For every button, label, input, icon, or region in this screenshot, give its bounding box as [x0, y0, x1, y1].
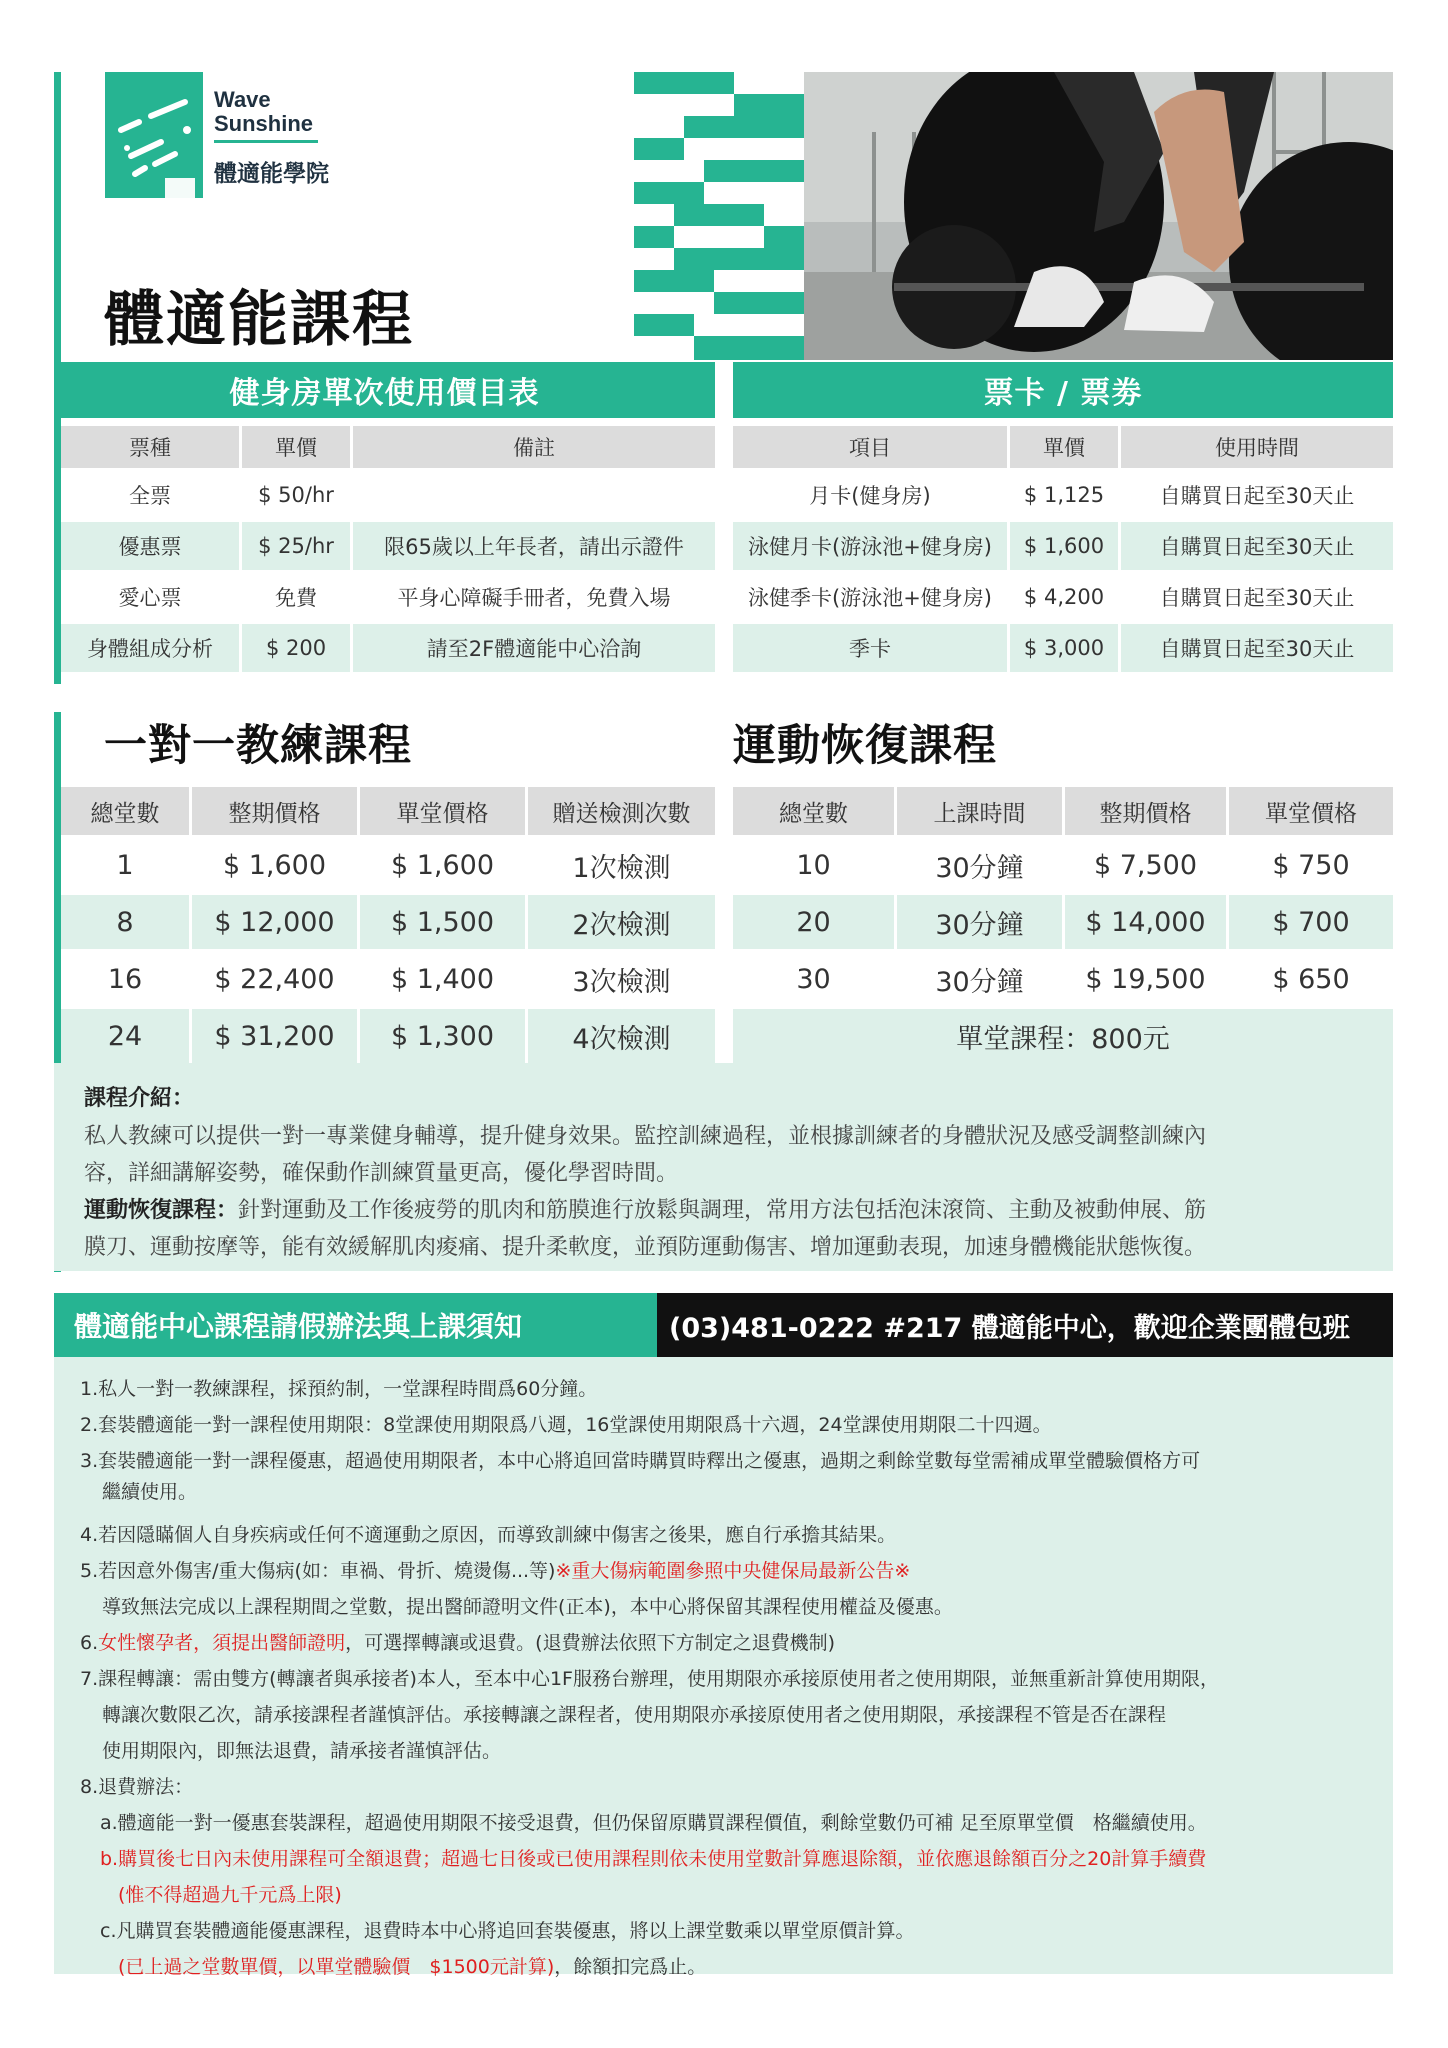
ticket-price: 免費 — [275, 586, 317, 610]
ticket-type: 身體組成分析 — [61, 624, 239, 672]
unit-price: $ 700 — [1229, 895, 1393, 949]
refund-item-b-cont: (惟不得超過九千元爲上限) — [118, 1884, 342, 1906]
total-price: $ 7,500 — [1093, 849, 1198, 881]
table-row — [61, 952, 715, 1006]
table-row — [61, 895, 715, 949]
table-row — [733, 952, 1393, 1006]
refund-item-c-cont — [80, 1949, 1369, 1985]
col-header: 票種 — [61, 426, 239, 468]
notice-item — [80, 1553, 1369, 1589]
contact-phone: (03)481-0222 #217 體適能中心，歡迎企業團體包班 — [657, 1293, 1393, 1357]
col-header: 項目 — [733, 426, 1007, 468]
class-duration: 30分鐘 — [935, 966, 1024, 998]
notice-item-cont: 導致無法完成以上課程期間之堂數，提出醫師證明文件(正本)，本中心將保留其課程使用權益及優惠。 — [102, 1596, 953, 1618]
total-price: $ 12,000 — [192, 895, 357, 949]
page-title: 體適能課程 — [104, 285, 414, 355]
notice-item: 3.套裝體適能一對一課程優惠，超過使用期限者，本中心將追回當時購買時釋出之優惠，過期之剩餘堂數每堂需補成單堂體驗價格方可 — [80, 1450, 1201, 1472]
coaching-title: 一對一教練課程 — [104, 721, 412, 771]
notice-list — [54, 1357, 1393, 1978]
col-header: 整期價格 — [1065, 787, 1226, 835]
col-header: 使用時間 — [1121, 426, 1393, 468]
tests-included: 2次檢測 — [528, 895, 715, 949]
table-row — [733, 838, 1393, 892]
total-price: $ 14,000 — [1065, 895, 1226, 949]
total-price: $ 22,400 — [214, 963, 335, 995]
notice-item-cont: 使用期限內，即無法退費，請承接者謹慎評估。 — [102, 1740, 502, 1762]
total-price: $ 19,500 — [1085, 963, 1206, 995]
notice-warning: (已上過之堂數單價，以單堂體驗價 $1500元計算) — [118, 1956, 555, 1978]
ticket-price: $ 3,000 — [1010, 624, 1118, 672]
unit-price: $ 1,500 — [360, 895, 525, 949]
col-header: 整期價格 — [192, 787, 357, 835]
ticket-note — [353, 471, 715, 519]
ticket-type: 全票 — [129, 484, 171, 508]
brand-rule — [214, 140, 318, 143]
recovery-label: 運動恢復課程： — [84, 1198, 239, 1223]
col-header: 單堂價格 — [1229, 787, 1393, 835]
coaching-table — [58, 784, 718, 1066]
table-row — [733, 522, 1393, 570]
notice-text: ，可選擇轉讓或退費。(退費辦法依照下方制定之退費機制) — [345, 1632, 835, 1654]
unit-price: $ 1,600 — [390, 849, 495, 881]
notice-warning: 女性懷孕者，須提出醫師證明 — [98, 1632, 346, 1654]
gym-price-table — [58, 423, 718, 675]
notice-title: 體適能中心課程請假辦法與上課須知 — [54, 1293, 657, 1357]
class-duration: 30分鐘 — [935, 852, 1024, 884]
table-row — [61, 1009, 715, 1063]
ticket-item: 月卡(健身房) — [809, 484, 931, 508]
ticket-note: 平身心障礙手冊者，免費入場 — [397, 586, 671, 610]
intro-line: 私人教練可以提供一對一專業健身輔導，提升健身效果。監控訓練過程，並根據訓練者的身體狀況及感受調整訓練內 — [84, 1124, 1207, 1149]
ticket-price: $ 1,125 — [1023, 483, 1105, 507]
notice-warning: ※重大傷病範圍參照中央健保局最新公告※ — [555, 1560, 911, 1582]
class-duration: 30分鐘 — [897, 895, 1062, 949]
total-price: $ 31,200 — [192, 1009, 357, 1063]
tests-included: 3次檢測 — [572, 966, 671, 998]
col-header: 總堂數 — [61, 787, 189, 835]
unit-price: $ 1,300 — [360, 1009, 525, 1063]
ticket-price: $ 1,600 — [1010, 522, 1118, 570]
gym-price-header: 健身房單次使用價目表 — [54, 362, 715, 418]
notice-text: ，餘額扣完爲止。 — [554, 1956, 707, 1978]
session-count: 8 — [61, 895, 189, 949]
refund-item-a: a.體適能一對一優惠套裝課程，超過使用期限不接受退費，但仍保留原購買課程價值，剩餘堂數仍可補 足至原單堂價 格繼續使用。 — [100, 1812, 1207, 1834]
table-row — [61, 624, 715, 672]
ticket-price: $ 50/hr — [258, 483, 334, 507]
ticket-note: 請至2F體適能中心洽詢 — [353, 624, 715, 672]
refund-item-c: c.凡購買套裝體適能優惠課程，退費時本中心將追回套裝優惠，將以上課堂數乘以單堂原價計算。 — [100, 1920, 915, 1942]
total-price: $ 1,600 — [222, 849, 327, 881]
ticket-validity: 自購買日起至30天止 — [1121, 624, 1393, 672]
course-intro — [54, 1063, 1393, 1271]
brand-name-en-2: Sunshine — [214, 111, 314, 136]
col-header: 單堂價格 — [360, 787, 525, 835]
notice-number: 6. — [80, 1632, 99, 1654]
table-row — [733, 573, 1393, 621]
ticket-item: 泳健季卡(游泳池+健身房) — [748, 586, 992, 610]
session-count: 24 — [61, 1009, 189, 1063]
session-count: 10 — [796, 849, 831, 881]
checker-pattern — [634, 72, 804, 360]
col-header: 單價 — [1010, 426, 1118, 468]
col-header: 上課時間 — [897, 787, 1062, 835]
table-row — [733, 624, 1393, 672]
tickets-header: 票卡 / 票劵 — [733, 362, 1393, 418]
session-count: 20 — [733, 895, 894, 949]
recovery-table — [730, 784, 1396, 1066]
table-row — [61, 471, 715, 519]
table-row — [61, 522, 715, 570]
notice-item-cont: 繼續使用。 — [102, 1481, 198, 1503]
intro-line — [84, 1192, 1363, 1229]
tickets-table — [730, 423, 1396, 675]
session-count: 30 — [796, 963, 831, 995]
unit-price: $ 750 — [1272, 849, 1350, 881]
notice-item — [80, 1625, 1369, 1661]
deadlift-photo-icon — [804, 72, 1393, 360]
unit-price: $ 650 — [1272, 963, 1350, 995]
ticket-price: $ 4,200 — [1023, 585, 1105, 609]
brand-logo-icon — [105, 72, 203, 198]
ticket-type: 優惠票 — [61, 522, 239, 570]
table-row — [61, 573, 715, 621]
tests-included: 4次檢測 — [528, 1009, 715, 1063]
table-row — [61, 838, 715, 892]
intro-line: 容，詳細講解姿勢，確保動作訓練質量更高，優化學習時間。 — [84, 1161, 679, 1186]
table-row — [733, 895, 1393, 949]
ticket-validity: 自購買日起至30天止 — [1121, 522, 1393, 570]
table-row — [733, 471, 1393, 519]
intro-line: 膜刀、運動按摩等，能有效緩解肌肉痠痛、提升柔軟度，並預防運動傷害、增加運動表現，加速身體機能狀態恢復。 — [84, 1235, 1207, 1260]
session-count: 16 — [107, 963, 143, 995]
notice-item: 1.私人一對一教練課程，採預約制，一堂課程時間爲60分鐘。 — [80, 1378, 598, 1400]
brand-name — [214, 88, 329, 188]
ticket-price: $ 200 — [242, 624, 350, 672]
ticket-note: 限65歲以上年長者，請出示證件 — [353, 522, 715, 570]
col-header: 贈送檢測次數 — [528, 787, 715, 835]
intro-heading: 課程介紹： — [84, 1086, 195, 1111]
notice-text: 5.若因意外傷害/重大傷病(如：車禍、骨折、燒燙傷...等) — [80, 1560, 556, 1582]
ticket-type: 愛心票 — [118, 586, 182, 610]
tests-included: 1次檢測 — [572, 852, 671, 884]
notice-item-cont: 轉讓次數限乙次，請承接課程者謹慎評估。承接轉讓之課程者，使用期限亦承接原使用者之使用期限，承接課程不管是否在課程 — [102, 1704, 1167, 1726]
col-header: 備註 — [353, 426, 715, 468]
unit-price: $ 1,400 — [390, 963, 495, 995]
refund-item-b: b.購買後七日內未使用課程可全額退費；超過七日後或已使用課程則依未使用堂數計算應退除額，並依應退餘額百分之20計算手續費 — [100, 1848, 1207, 1870]
intro-text: 針對運動及工作後疲勞的肌肉和筋膜進行放鬆與調理，常用方法包括泡沫滾筒、主動及被動伸展、筋 — [238, 1198, 1207, 1223]
ticket-validity: 自購買日起至30天止 — [1159, 484, 1355, 508]
col-header: 總堂數 — [733, 787, 894, 835]
ticket-validity: 自購買日起至30天止 — [1159, 586, 1355, 610]
notice-item: 7.課程轉讓：需由雙方(轉讓者與承接者)本人，至本中心1F服務台辦理，使用期限亦承接原使用者之使用期限，並無重新計算使用期限， — [80, 1668, 1219, 1690]
notice-item: 4.若因隱瞞個人自身疾病或任何不適運動之原因，而導致訓練中傷害之後果，應自行承擔其結果。 — [80, 1524, 897, 1546]
ticket-item: 季卡 — [733, 624, 1007, 672]
ticket-price: $ 25/hr — [242, 522, 350, 570]
col-header: 單價 — [242, 426, 350, 468]
ticket-item: 泳健月卡(游泳池+健身房) — [733, 522, 1007, 570]
session-count: 1 — [116, 849, 134, 881]
table-row — [733, 1009, 1393, 1063]
brand-name-zh: 體適能學院 — [214, 161, 329, 187]
single-session-price: 單堂課程：800元 — [733, 1009, 1393, 1063]
recovery-title: 運動恢復課程 — [733, 721, 997, 771]
brand-name-en-1: Wave — [214, 87, 271, 112]
notice-item: 2.套裝體適能一對一課程使用期限：8堂課使用期限爲八週，16堂課使用期限爲十六週，24堂課使用期限二十四週。 — [80, 1414, 1052, 1436]
notice-item: 8.退費辦法： — [80, 1776, 194, 1798]
